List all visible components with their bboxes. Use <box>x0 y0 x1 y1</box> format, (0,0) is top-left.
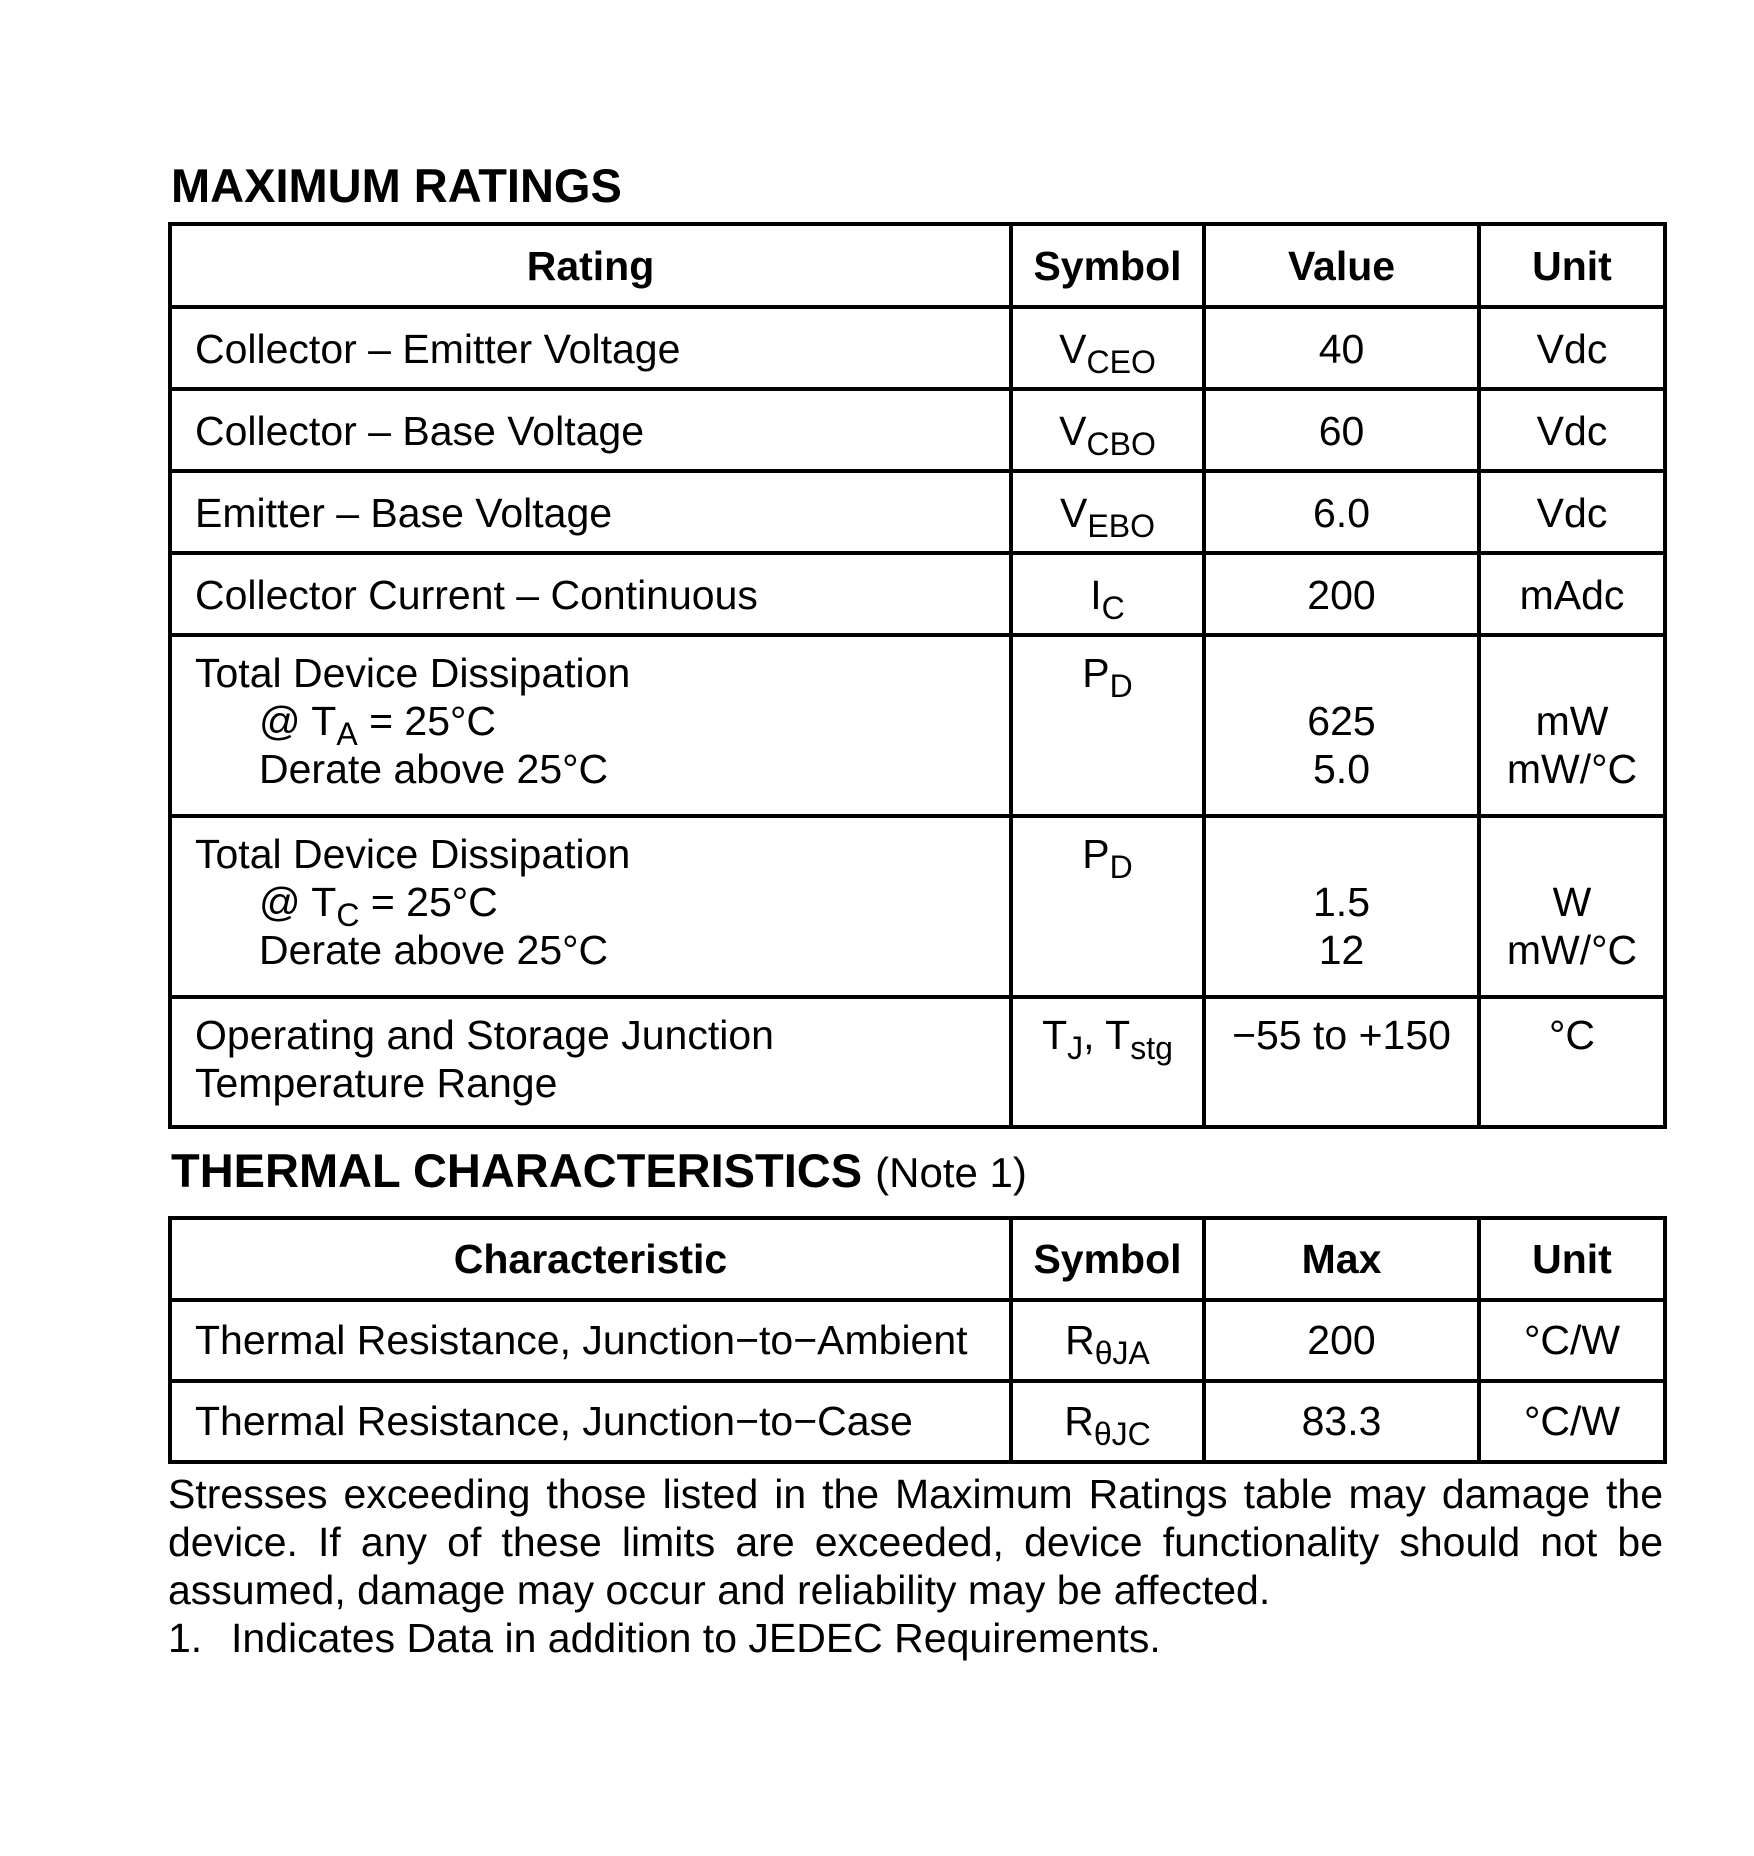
table-row <box>170 1300 1665 1381</box>
rating-text: Operating and Storage Junction <box>195 1012 774 1058</box>
unit-column-header: Unit <box>1479 224 1665 307</box>
unit-text: mW <box>1535 698 1609 744</box>
rating-cell: Collector – Base Voltage <box>170 389 1011 471</box>
rating-cell <box>170 635 1011 816</box>
value-cell: 200 <box>1204 553 1479 635</box>
value-cell <box>1204 816 1479 997</box>
symbol-cell: $R_{\theta JC}$ <box>1011 1381 1204 1462</box>
unit-cell: °C/W <box>1479 1300 1665 1381</box>
characteristic-cell: Thermal Resistance, Junction−to−Ambient <box>170 1300 1011 1381</box>
max-cell: 200 <box>1204 1300 1479 1381</box>
rating-text: Total Device Dissipation <box>195 831 631 877</box>
rating-cell: Collector – Emitter Voltage <box>170 307 1011 389</box>
max-cell: 83.3 <box>1204 1381 1479 1462</box>
unit-cell: mAdc <box>1479 553 1665 635</box>
derate-value-text: 12 <box>1318 927 1365 973</box>
table-row <box>170 389 1665 471</box>
footnote <box>168 1614 1663 1662</box>
unit-column-header: Unit <box>1479 1218 1665 1300</box>
value-column-header: Value <box>1204 224 1479 307</box>
characteristic-column-header: Characteristic <box>170 1218 1011 1300</box>
unit-text: W <box>1552 879 1592 925</box>
symbol-cell: $R_{\theta JA}$ <box>1011 1300 1204 1381</box>
thermal-characteristics-title: THERMAL CHARACTERISTICS (Note 1) <box>171 1144 1027 1197</box>
unit-cell <box>1479 816 1665 997</box>
table-header-row <box>170 1218 1665 1300</box>
derate-value-text: 5.0 <box>1313 746 1370 792</box>
value-cell: −55 to +150 <box>1204 997 1479 1127</box>
derate-text: Derate above 25°C <box>259 927 609 973</box>
value-cell: 6.0 <box>1204 471 1479 553</box>
derate-unit-text: mW/°C <box>1506 927 1638 973</box>
symbol-cell: $V_{CEO}$ <box>1011 307 1204 389</box>
rating-cell <box>170 816 1011 997</box>
symbol-cell: $V_{EBO}$ <box>1011 471 1204 553</box>
symbol-cell: $P_D$ <box>1011 816 1204 997</box>
value-cell: 40 <box>1204 307 1479 389</box>
symbol-cell: $V_{CBO}$ <box>1011 389 1204 471</box>
condition-text: @ $T_C = 25^\circ C$ <box>259 879 498 933</box>
unit-cell <box>1479 635 1665 816</box>
max-ratings-title: MAXIMUM RATINGS <box>171 159 622 212</box>
table-row <box>170 471 1665 553</box>
rating-cell <box>170 997 1011 1127</box>
value-cell <box>1204 635 1479 816</box>
table-header-row <box>170 224 1665 307</box>
max-column-header: Max <box>1204 1218 1479 1300</box>
max-ratings-table <box>168 222 1667 1129</box>
thermal-characteristics-table <box>168 1216 1667 1464</box>
unit-cell: °C <box>1479 997 1665 1127</box>
rating-text: Total Device Dissipation <box>195 650 631 696</box>
rating-column-header: Rating <box>170 224 1011 307</box>
derate-unit-text: mW/°C <box>1506 746 1638 792</box>
symbol-cell: $I_C$ <box>1011 553 1204 635</box>
condition-text: @ $T_A = 25^\circ C$ <box>259 698 497 752</box>
rating-cell: Collector Current – Continuous <box>170 553 1011 635</box>
characteristic-cell: Thermal Resistance, Junction−to−Case <box>170 1381 1011 1462</box>
table-row <box>170 635 1665 816</box>
footnote-text: Indicates Data in addition to JEDEC Requirements. <box>231 1615 1161 1661</box>
symbol-cell: $P_D$ <box>1011 635 1204 816</box>
value-cell: 60 <box>1204 389 1479 471</box>
unit-cell: °C/W <box>1479 1381 1665 1462</box>
table-row <box>170 307 1665 389</box>
stress-disclaimer: Stresses exceeding those listed in the Maximum Ratings table may damage the device. If any of these limits are exceeded, device functionality should not be assumed, damage may occur and reliability may be affected. <box>168 1471 1663 1613</box>
rating-text: Temperature Range <box>195 1060 558 1106</box>
derate-text: Derate above 25°C <box>259 746 609 792</box>
table-row <box>170 997 1665 1127</box>
value-text: 1.5 <box>1313 879 1370 925</box>
footer-notes <box>168 1470 1663 1662</box>
unit-cell: Vdc <box>1479 307 1665 389</box>
symbol-column-header: Symbol <box>1011 1218 1204 1300</box>
footnote-number: 1. <box>168 1615 203 1661</box>
symbol-column-header: Symbol <box>1011 224 1204 307</box>
rating-cell: Emitter – Base Voltage <box>170 471 1011 553</box>
note-reference: (Note 1) <box>875 1149 1027 1196</box>
unit-cell: Vdc <box>1479 471 1665 553</box>
symbol-cell: $T_J$, $T_{stg}$ <box>1011 997 1204 1127</box>
table-row <box>170 1381 1665 1462</box>
value-text: 625 <box>1307 698 1376 744</box>
table-row <box>170 553 1665 635</box>
unit-cell: Vdc <box>1479 389 1665 471</box>
table-row <box>170 816 1665 997</box>
